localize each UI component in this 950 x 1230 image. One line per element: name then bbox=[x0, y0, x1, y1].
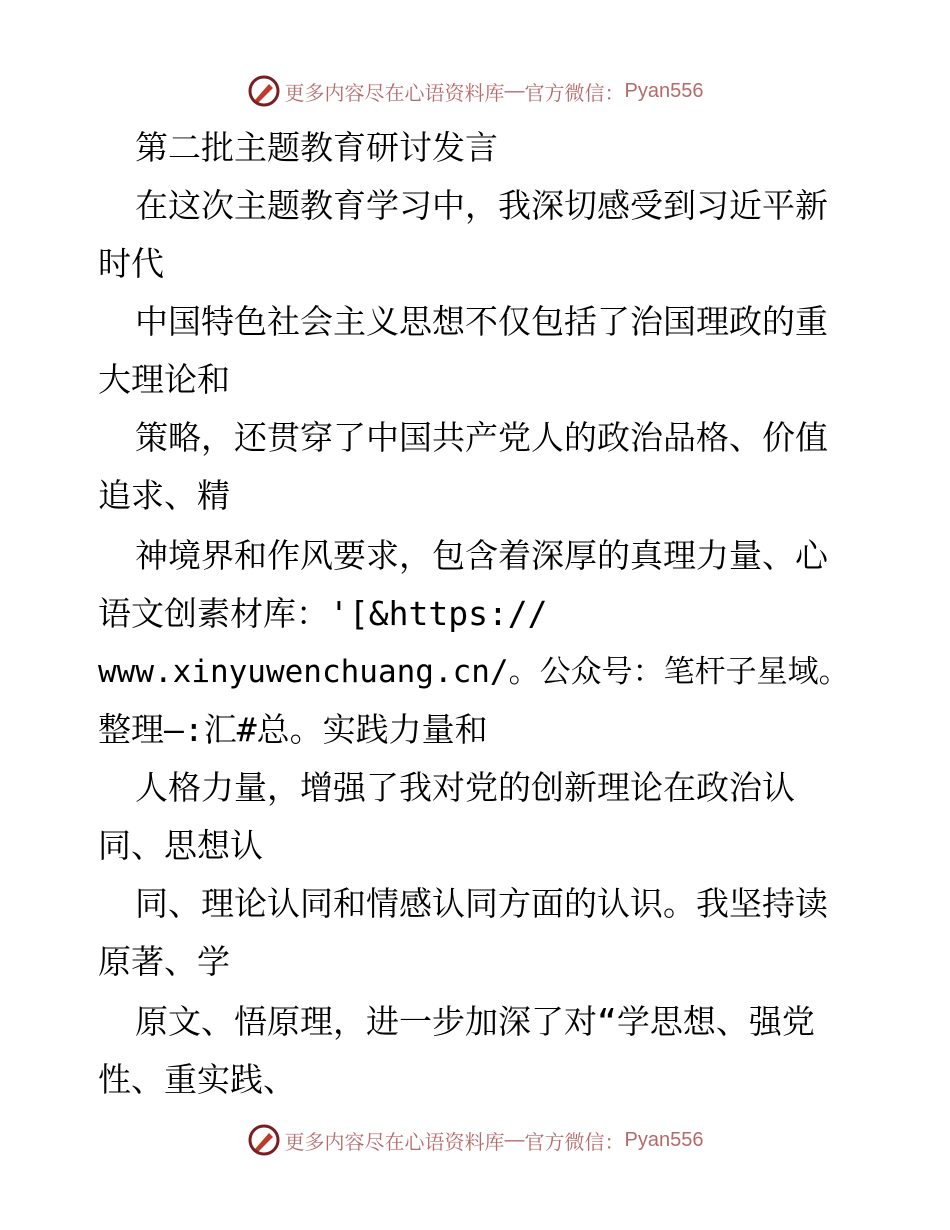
doc-line: 大理论和 bbox=[98, 360, 230, 399]
watermark-text: 更多内容尽在心语资料库 bbox=[284, 1129, 505, 1154]
doc-line: 原著、学 bbox=[98, 942, 230, 981]
doc-line: 同、理论认同和情感认同方面的认识。我坚持读 bbox=[135, 884, 828, 923]
pen-logo-icon bbox=[247, 1123, 281, 1157]
footer-watermark bbox=[0, 1120, 950, 1160]
watermark-dash: — bbox=[504, 79, 525, 102]
watermark-text: 更多内容尽在心语资料库 bbox=[284, 80, 505, 105]
doc-line: 追求、精 bbox=[98, 476, 230, 515]
header-watermark bbox=[0, 71, 950, 111]
doc-line: 中国特色社会主义思想不仅包括了治国理政的重 bbox=[135, 302, 828, 341]
doc-line: 人格力量，增强了我对党的创新理论在政治认 bbox=[135, 768, 795, 807]
doc-line: 整理—:汇#总。实践力量和 bbox=[98, 710, 488, 749]
doc-line: 同、思想认 bbox=[98, 826, 263, 865]
watermark-wechat-id: Pyan556 bbox=[624, 79, 704, 102]
watermark-wechat-id: Pyan556 bbox=[624, 1128, 704, 1151]
doc-line: 神境界和作风要求，包含着深厚的真理力量、心 bbox=[135, 536, 828, 575]
doc-line: 原文、悟原理，进一步加深了对“学思想、强党 bbox=[135, 1002, 815, 1041]
doc-line: www.xinyuwenchuang.cn/。公众号：笔杆子星域。 bbox=[98, 654, 850, 690]
doc-line: 策略，还贯穿了中国共产党人的政治品格、价值 bbox=[135, 418, 828, 457]
pen-logo-icon bbox=[247, 74, 281, 108]
watermark-wechat-label: 官方微信： bbox=[524, 1129, 625, 1154]
watermark-wechat-label: 官方微信： bbox=[524, 80, 625, 105]
watermark-dash: — bbox=[504, 1128, 525, 1151]
doc-line: 在这次主题教育学习中，我深切感受到习近平新 bbox=[135, 186, 828, 225]
doc-title: 第二批主题教育研讨发言 bbox=[135, 128, 498, 167]
doc-line: 时代 bbox=[98, 244, 164, 283]
doc-line: 性、重实践、 bbox=[98, 1060, 296, 1099]
doc-line: 语文创素材库：'[&https:// bbox=[98, 594, 548, 633]
